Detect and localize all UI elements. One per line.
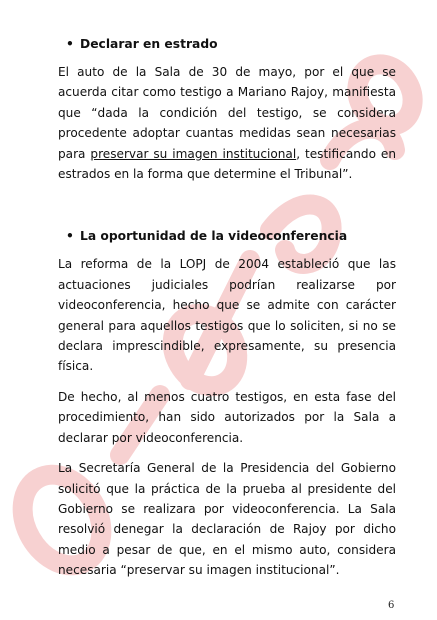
paragraph-secretaria-general: La Secretaría General de la Presidencia del Gobierno solicitó que la práctica de la prueba al presidente del Gobierno se realizara por videoconferencia. La Sala resolvió denegar la declaración de Rajoy por dicho medio a pesar de que, en el mismo auto, considera necesaria “preservar su imagen institucional”. [58, 461, 396, 578]
underlined-quote: preservar su imagen institucional [90, 146, 297, 161]
paragraph-text: El auto de la Sala de 30 de mayo, por el que se acuerda citar como testigo a Mariano Rajoy, manifiesta que “dada la condición del testigo, se considera procedente adoptar cuantas medidas sean necesarias para [58, 65, 396, 161]
paragraph-cuatro-testigos: De hecho, al menos cuatro testigos, en esta fase del procedimiento, han sido autorizados por la Sala a declarar por videoconferencia. [58, 389, 396, 445]
heading-text: La oportunidad de la videoconferencia [80, 229, 348, 244]
section-heading-videoconferencia [58, 226, 396, 246]
page-number: 6 [388, 600, 395, 611]
paragraph-text: , testificando en estrados en la forma que determine el Tribunal”. [58, 146, 396, 182]
bullet-icon: • [66, 229, 74, 244]
paragraph-reforma-lopj: La reforma de la LOPJ de 2004 estableció que las actuaciones judiciales podrían realizarse por videoconferencia, hecho que se admite con carácter general para aquellos testigos que lo soliciten, si no se declara imprescindible, expresamente, su presencia física. [58, 257, 396, 374]
section-heading-declarar [58, 34, 396, 54]
paragraph-auto-sala [58, 62, 396, 184]
bullet-icon: • [66, 37, 74, 51]
document-body [58, 34, 396, 581]
heading-text: Declarar en estrado [80, 37, 218, 51]
